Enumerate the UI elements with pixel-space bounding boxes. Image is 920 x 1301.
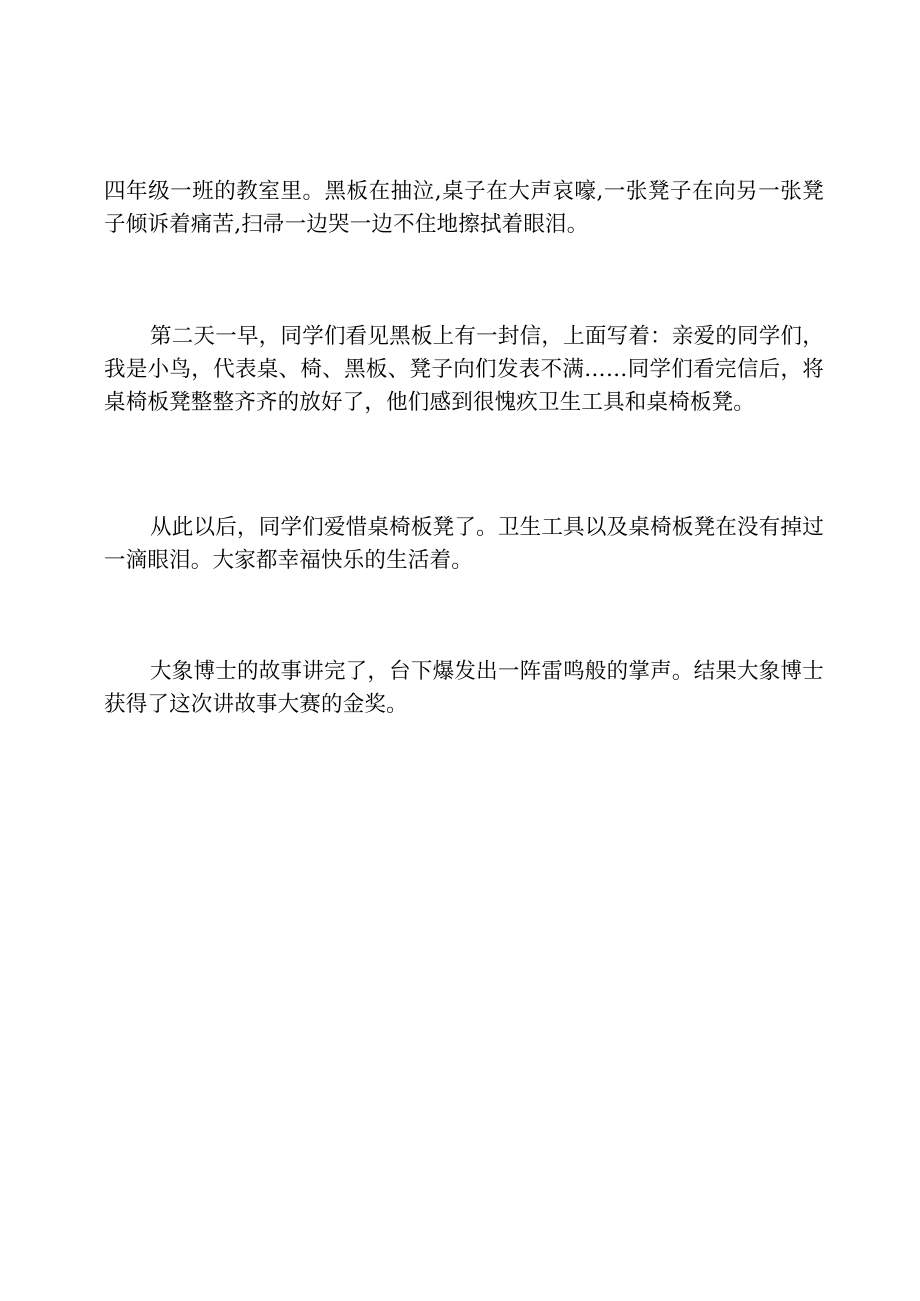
paragraph-classroom: 四年级一班的教室里。黑板在抽泣,桌子在大声哀嚎,一张凳子在向另一张凳子倾诉着痛苦,扫帚一边哭一边不住地擦拭着眼泪。 <box>104 179 824 237</box>
paragraph-afterwards: 从此以后，同学们爱惜桌椅板凳了。卫生工具以及桌椅板凳在没有掉过一滴眼泪。大家都幸福快乐的生活着。 <box>104 515 824 573</box>
paragraph-ending: 大象博士的故事讲完了，台下爆发出一阵雷鸣般的掌声。结果大象博士获得了这次讲故事大赛的金奖。 <box>104 659 824 717</box>
paragraph-letter: 第二天一早，同学们看见黑板上有一封信，上面写着：亲爱的同学们，我是小鸟，代表桌、椅、黑板、凳子向们发表不满……同学们看完信后，将桌椅板凳整整齐齐的放好了，他们感到很愧疚卫生工具和桌椅板凳。 <box>104 324 824 415</box>
